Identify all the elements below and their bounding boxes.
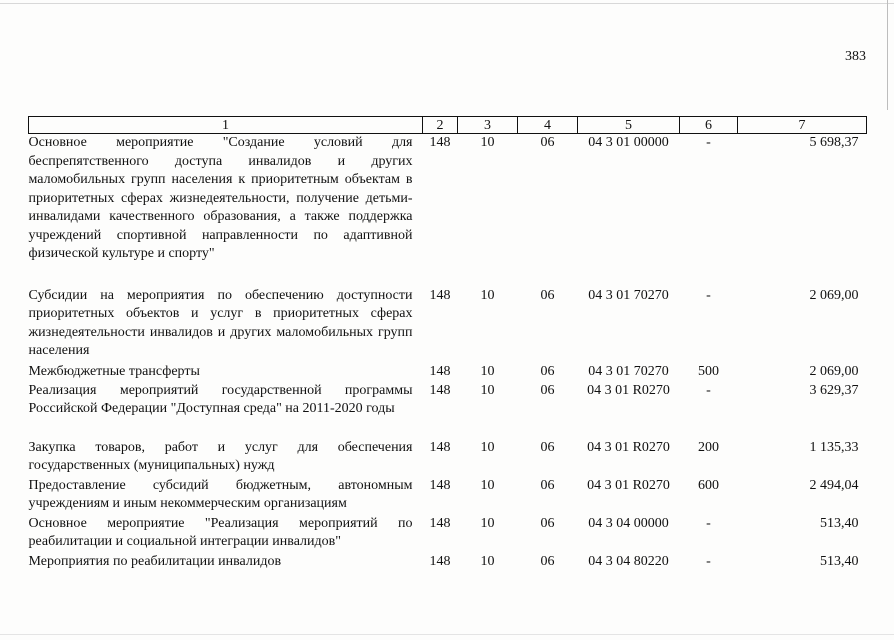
- scan-edge-bottom: [0, 634, 894, 635]
- row-name: Основное мероприятие "Создание условий для беспрепятственного доступа инвалидов и других маломобильных групп населения к приоритетным объектам в приоритетных сферах жизнедеятельности, получение детьми-инвалидами качественного образования, а также поддержка учреждений спортивной направленности по адаптивной физической культуре и спорту": [28, 135, 413, 261]
- column-header: 4: [518, 117, 578, 134]
- row-subsection: 06: [540, 363, 555, 379]
- column-header: 6: [680, 117, 738, 134]
- row-code: 148: [429, 135, 451, 150]
- row-subsection: 06: [540, 515, 555, 531]
- row-expense-type: 600: [698, 477, 719, 493]
- row-expense-type: -: [706, 287, 711, 303]
- row-subsection: 06: [540, 382, 555, 398]
- row-section: 10: [480, 287, 495, 303]
- table-row: [29, 134, 867, 287]
- row-name: Субсидии на мероприятия по обеспечению доступности приоритетных объектов и услуг в приоритетных сферах жизнедеятельности инвалидов и других маломобильных групп населения: [28, 287, 413, 358]
- table-row: [29, 382, 867, 439]
- table-row: [29, 515, 867, 553]
- row-name: Мероприятия по реабилитации инвалидов: [28, 553, 282, 569]
- table-row: [29, 439, 867, 477]
- row-name: Межбюджетные трансферты: [28, 363, 200, 379]
- scan-edge-right: [887, 0, 888, 110]
- row-name: Основное мероприятие "Реализация мероприятий по реабилитации и социальной интеграции инвалидов": [28, 515, 413, 549]
- row-subsection: 06: [540, 477, 555, 493]
- row-code: 148: [429, 382, 451, 398]
- row-expense-type: 200: [698, 439, 719, 455]
- row-code: 148: [429, 363, 451, 379]
- row-name: Реализация мероприятий государственной программы Российской Федерации "Доступная среда" на 2011-2020 годы: [28, 382, 413, 416]
- column-header: 5: [578, 117, 680, 134]
- row-amount: 3 629,37: [809, 382, 859, 398]
- row-code: 148: [429, 515, 451, 531]
- row-code: 148: [429, 477, 451, 493]
- row-section: 10: [480, 553, 495, 569]
- row-section: 10: [480, 363, 495, 379]
- row-amount: 513,40: [820, 515, 859, 531]
- row-subsection: 06: [540, 439, 555, 455]
- row-code: 148: [429, 439, 451, 455]
- column-header: 2: [423, 117, 458, 134]
- row-target-article: 04 3 01 70270: [588, 363, 669, 379]
- row-code: 148: [429, 287, 451, 303]
- scan-edge-top: [0, 3, 894, 4]
- row-subsection: 06: [540, 553, 555, 569]
- row-name: Закупка товаров, работ и услуг для обеспечения государственных (муниципальных) нужд: [28, 439, 413, 473]
- table-header-row: [29, 117, 867, 134]
- row-target-article: 04 3 04 00000: [588, 515, 669, 531]
- row-target-article: 04 3 01 R0270: [587, 382, 670, 398]
- row-section: 10: [480, 477, 495, 493]
- column-header: 3: [458, 117, 518, 134]
- row-subsection: 06: [540, 287, 555, 303]
- table-row: [29, 287, 867, 363]
- column-header: 1: [29, 117, 423, 134]
- row-expense-type: 500: [698, 363, 719, 379]
- row-section: 10: [480, 515, 495, 531]
- row-amount: 2 494,04: [809, 477, 859, 493]
- budget-table: [28, 116, 867, 572]
- row-name: Предоставление субсидий бюджетным, автономным учреждениям и иным некоммерческим организациям: [28, 477, 413, 511]
- row-target-article: 04 3 01 70270: [588, 287, 669, 303]
- row-expense-type: -: [706, 553, 711, 569]
- row-expense-type: -: [706, 382, 711, 398]
- row-target-article: 04 3 01 00000: [588, 135, 669, 150]
- row-amount: 2 069,00: [809, 363, 859, 379]
- row-expense-type: -: [706, 135, 711, 150]
- table-row: [29, 553, 867, 572]
- table-row: [29, 363, 867, 382]
- row-target-article: 04 3 01 R0270: [587, 477, 670, 493]
- page-number: 383: [845, 49, 866, 64]
- row-amount: 513,40: [820, 553, 859, 569]
- row-amount: 2 069,00: [809, 287, 859, 303]
- row-section: 10: [480, 439, 495, 455]
- table-row: [29, 477, 867, 515]
- column-header: 7: [738, 117, 867, 134]
- row-expense-type: -: [706, 515, 711, 531]
- row-code: 148: [429, 553, 451, 569]
- row-amount: 5 698,37: [809, 135, 859, 150]
- row-amount: 1 135,33: [809, 439, 859, 455]
- row-subsection: 06: [540, 135, 555, 150]
- row-target-article: 04 3 04 80220: [588, 553, 669, 569]
- row-target-article: 04 3 01 R0270: [587, 439, 670, 455]
- row-section: 10: [480, 135, 495, 150]
- row-section: 10: [480, 382, 495, 398]
